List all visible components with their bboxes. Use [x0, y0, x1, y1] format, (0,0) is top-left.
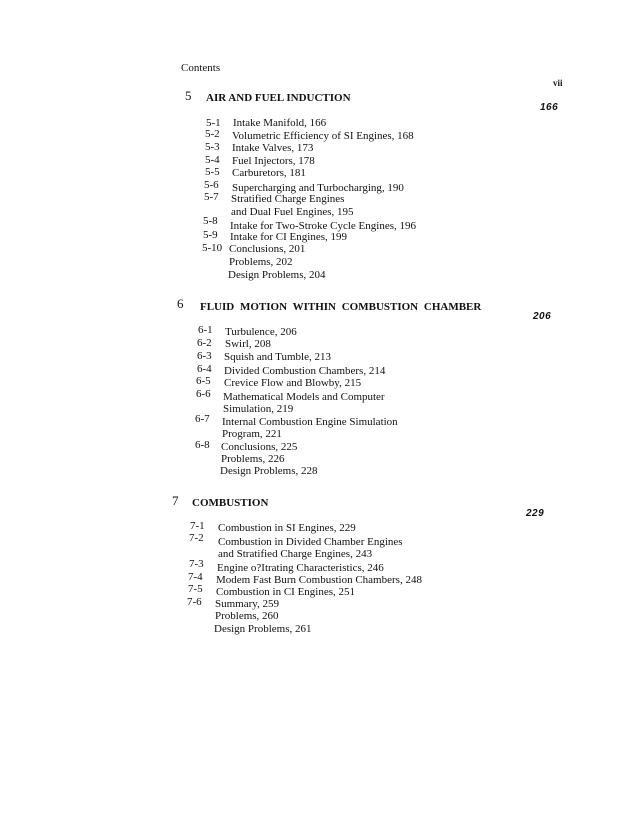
chapter-page: 206 — [533, 311, 552, 322]
section-number: 6-6 — [196, 388, 211, 400]
section-title: Fuel Injectors, 178 — [232, 155, 315, 167]
section-number: 5-7 — [204, 191, 219, 203]
section-number: 5-4 — [205, 154, 220, 166]
section-number: 7-3 — [189, 558, 204, 570]
section-title: Conclusions, 201 — [229, 243, 306, 255]
chapter-title: AIR AND FUEL INDUCTION — [206, 92, 351, 104]
problems-entry: Problems, 226 — [221, 453, 285, 465]
section-number: 6-4 — [197, 363, 212, 375]
section-number: 5-1 — [206, 117, 221, 129]
section-number: 7-2 — [189, 532, 204, 544]
section-title: Squish and Tumble, 213 — [224, 351, 331, 363]
section-title: Engine o?Itrating Characteristics, 246 — [217, 562, 384, 574]
section-title: Conclusions, 225 — [221, 441, 298, 453]
section-title: Carburetors, 181 — [232, 167, 306, 179]
section-title: Combustion in Divided Chamber Engines — [218, 536, 403, 548]
section-number: 5-8 — [203, 215, 218, 227]
section-number: 7-5 — [188, 583, 203, 595]
section-title-continued: Program, 221 — [222, 428, 282, 440]
section-title: Intake Valves, 173 — [232, 142, 314, 154]
section-number: 6-3 — [197, 350, 212, 362]
page-number: vii — [553, 78, 563, 88]
section-number: 6-7 — [195, 413, 210, 425]
section-title: Modem Fast Burn Combustion Chambers, 248 — [216, 574, 422, 586]
section-title: Intake Manifold, 166 — [233, 117, 327, 129]
design-problems-entry: Design Problems, 228 — [220, 465, 318, 477]
design-problems-entry: Design Problems, 261 — [214, 623, 312, 635]
section-title: Combustion in CI Engines, 251 — [216, 586, 356, 598]
problems-entry: Problems, 260 — [215, 610, 279, 622]
section-title: Turbulence, 206 — [225, 326, 297, 338]
section-title: Swirl, 208 — [225, 338, 271, 350]
section-number: 5-3 — [205, 141, 220, 153]
section-title: Combustion in SI Engines, 229 — [218, 522, 356, 534]
section-number: 5-9 — [203, 229, 218, 241]
section-title: Internal Combustion Engine Simulation — [222, 416, 398, 428]
section-number: 7-6 — [187, 596, 202, 608]
section-number: 7-4 — [188, 571, 203, 583]
section-number: 5-5 — [205, 166, 220, 178]
chapter-page: 166 — [540, 102, 559, 113]
section-title-continued: and Stratified Charge Engines, 243 — [218, 548, 373, 560]
section-title: Supercharging and Turbocharging, 190 — [232, 182, 404, 194]
section-title: Crevice Flow and Blowby, 215 — [224, 377, 362, 389]
section-title: Mathematical Models and Computer — [223, 391, 385, 403]
section-number: 6-8 — [195, 439, 210, 451]
section-number: 5-2 — [205, 128, 220, 140]
chapter-number: 5 — [185, 88, 192, 103]
chapter-number: 7 — [172, 493, 179, 508]
section-title: Intake for CI Engines, 199 — [230, 231, 347, 243]
section-title: Intake for Two-Stroke Cycle Engines, 196 — [230, 220, 416, 232]
section-number: 6-5 — [196, 375, 211, 387]
problems-entry: Problems, 202 — [229, 256, 293, 268]
section-number: 5-10 — [202, 242, 223, 254]
section-title-continued: Simulation, 219 — [223, 403, 294, 415]
design-problems-entry: Design Problems, 204 — [228, 269, 326, 281]
section-number: 7-1 — [190, 520, 205, 532]
chapter-page: 229 — [526, 508, 545, 519]
section-number: 5-6 — [204, 179, 219, 191]
section-number: 6-1 — [198, 324, 213, 336]
section-title-continued: and Dual Fuel Engines, 195 — [231, 206, 354, 218]
chapter-number: 6 — [177, 296, 184, 311]
section-title: Summary, 259 — [215, 598, 280, 610]
section-number: 6-2 — [197, 337, 212, 349]
section-title: Stratified Charge Engines — [231, 193, 345, 205]
chapter-title: COMBUSTION — [192, 497, 269, 509]
section-title: Volumetric Efficiency of SI Engines, 168 — [232, 130, 414, 142]
running-header: Contents — [181, 62, 221, 74]
section-title: Divided Combustion Chambers, 214 — [224, 365, 386, 377]
chapter-title: FLUID MOTION WITHIN COMBUSTION CHAMBER — [200, 301, 482, 313]
